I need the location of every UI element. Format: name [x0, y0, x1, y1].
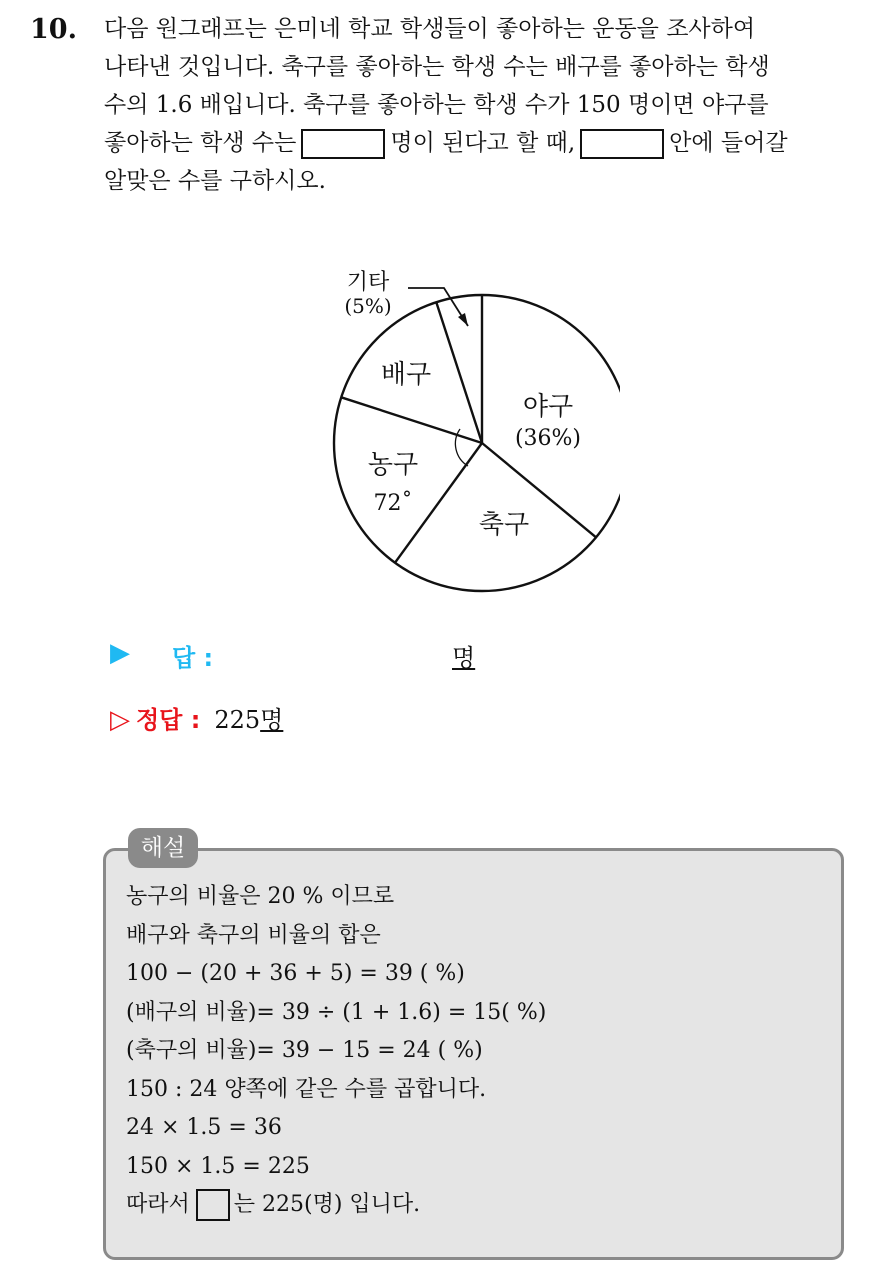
- blank-box: [196, 1189, 230, 1221]
- solution-line: [126, 1186, 546, 1225]
- answer-unit: 명: [452, 644, 476, 672]
- slice-label-soccer: 축구: [478, 510, 530, 540]
- slice-value-etc: (5%): [344, 294, 392, 318]
- slice-label-basketball: 농구: [367, 450, 419, 480]
- correct-answer-value: 225: [214, 706, 261, 734]
- question-line4-part3: 안에 들어갈: [669, 130, 788, 156]
- solution-line: 150 : 24 양쪽에 같은 수를 곱합니다.: [126, 1076, 487, 1102]
- solution-line: 농구의 비율은 20 % 이므로: [126, 884, 395, 909]
- question-line: 다음 원그래프는 은미네 학교 학생들이 좋아하는 운동을 조사하여: [104, 16, 756, 42]
- solution-last-part2: 는 225(명) 입니다.: [233, 1192, 421, 1217]
- answer-blank-box: [580, 129, 664, 159]
- answer-label: 답 :: [172, 644, 214, 672]
- answer-blank-box: [301, 129, 385, 159]
- play-triangle-icon: ▶: [110, 638, 130, 668]
- solution-line: (배구의 비율)= 39 ÷ (1 + 1.6) = 15( %): [126, 999, 547, 1025]
- question-line4-part2: 명이 된다고 할 때,: [390, 130, 576, 156]
- answer-row: [110, 638, 476, 672]
- question-number: 10.: [30, 14, 77, 45]
- question-line: 수의 1.6 배입니다. 축구를 좋아하는 학생 수가 150 명이면 야구를: [104, 92, 769, 118]
- question-line: [104, 124, 864, 162]
- slice-label-baseball: 야구: [522, 392, 574, 422]
- pie-chart: [320, 255, 620, 600]
- correct-answer-row: [110, 700, 283, 735]
- angle-arc: [455, 429, 468, 466]
- solution-line: (축구의 비율)= 39 − 15 = 24 ( %): [126, 1038, 483, 1063]
- question-line: 나타낸 것입니다. 축구를 좋아하는 학생 수는 배구를 좋아하는 학생: [104, 54, 770, 80]
- solution-line: 100 − (20 + 36 + 5) = 39 ( %): [126, 961, 465, 986]
- outline-triangle-icon: ▷: [110, 705, 130, 735]
- question-line4-part1: 좋아하는 학생 수는: [104, 130, 297, 156]
- slice-boundary-line: [436, 302, 482, 443]
- slice-label-volleyball: 배구: [380, 360, 432, 390]
- slice-boundary-line: [341, 397, 482, 443]
- solution-last-part1: 따라서: [126, 1192, 190, 1217]
- correct-answer-unit: 명: [260, 706, 284, 734]
- question-text: [104, 10, 864, 200]
- slice-label-etc: 기타: [346, 270, 390, 295]
- correct-answer-label: 정답 :: [136, 706, 201, 734]
- solution-line: 150 × 1.5 = 225: [126, 1153, 310, 1179]
- slice-value-baseball: (36%): [514, 426, 582, 451]
- callout-arrowhead: [458, 313, 468, 326]
- solution-lines: [126, 878, 546, 1225]
- slice-value-basketball: 72˚: [373, 491, 413, 516]
- question-line: 알맞은 수를 구하시오.: [104, 168, 326, 194]
- solution-line: 배구와 축구의 비율의 합은: [126, 922, 381, 948]
- solution-tab: 해설: [128, 828, 198, 868]
- solution-line: 24 × 1.5 = 36: [126, 1115, 282, 1140]
